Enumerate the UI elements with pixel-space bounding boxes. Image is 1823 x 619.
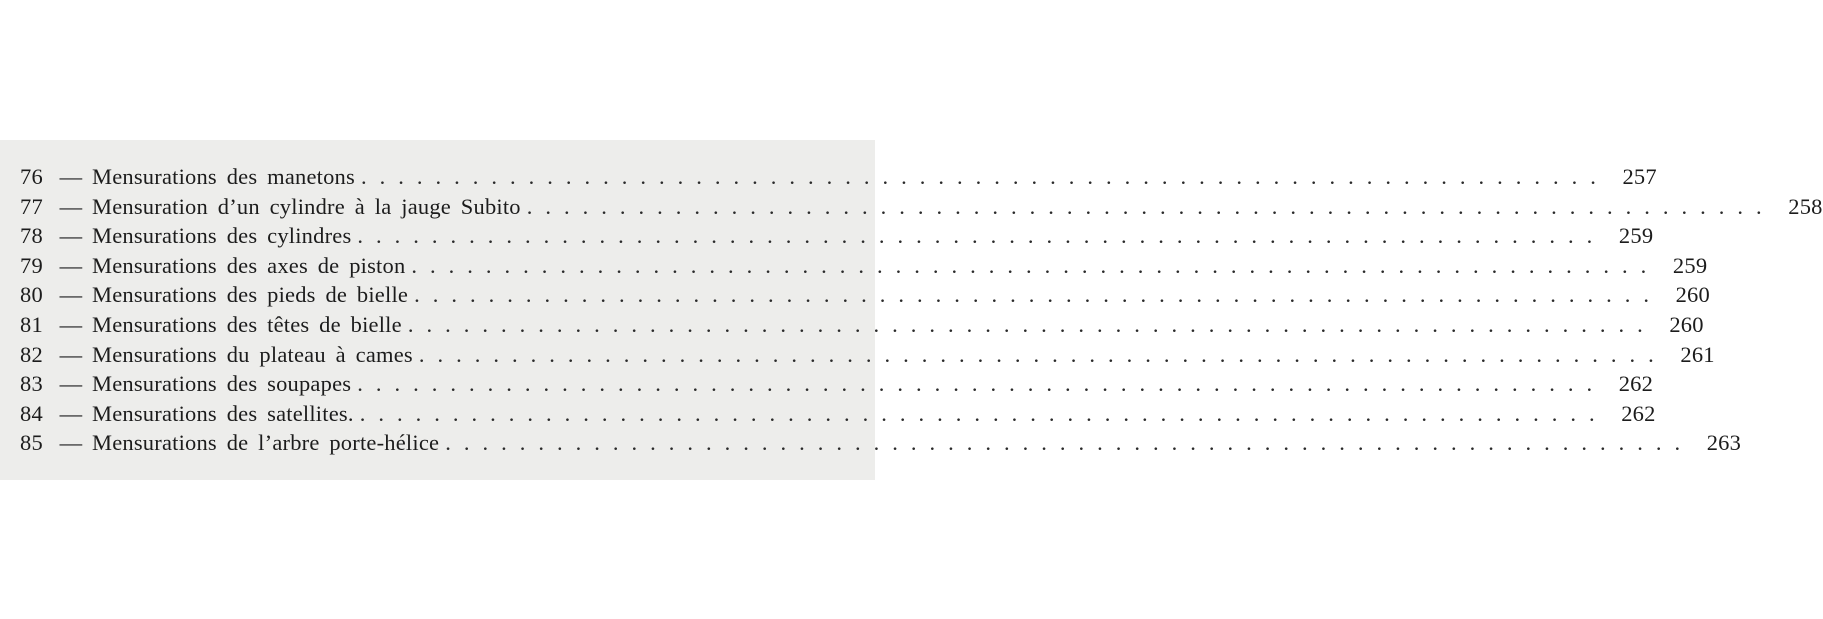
entry-number: 76 bbox=[20, 164, 43, 189]
dot-leader: ................................................................... bbox=[526, 193, 1775, 219]
entry-title: Mensurations des manetons bbox=[92, 164, 355, 189]
entry-number: 82 bbox=[20, 341, 43, 367]
entry-title: Mensurations des satellites. bbox=[92, 400, 354, 426]
toc-entry bbox=[20, 162, 1657, 192]
entry-dash: — bbox=[59, 311, 83, 337]
dot-leader: ................................................................... bbox=[418, 341, 1667, 367]
toc-entry bbox=[20, 369, 1654, 399]
entry-dash: — bbox=[59, 400, 83, 426]
entry-page: 258 bbox=[1788, 193, 1823, 219]
toc-entry bbox=[20, 251, 1708, 281]
entry-title: Mensurations des pieds de bielle bbox=[92, 282, 409, 308]
entry-page: 261 bbox=[1680, 341, 1715, 367]
entry-dash: — bbox=[59, 193, 83, 219]
toc-entry bbox=[20, 192, 1823, 222]
dot-leader: ................................................................... bbox=[414, 282, 1662, 308]
toc-entry bbox=[20, 428, 1742, 458]
entry-number: 80 bbox=[20, 282, 43, 308]
entry-dash: — bbox=[59, 223, 83, 249]
toc-entry bbox=[20, 310, 1704, 340]
table-of-contents bbox=[20, 162, 1823, 458]
entry-number: 83 bbox=[20, 371, 43, 397]
entry-title: Mensurations du plateau à cames bbox=[92, 341, 413, 367]
entry-page: 262 bbox=[1621, 400, 1656, 426]
entry-page: 260 bbox=[1669, 311, 1704, 337]
dot-leader: ................................................................... bbox=[359, 400, 1608, 426]
dot-leader: ................................................................... bbox=[445, 430, 1694, 456]
entry-page: 257 bbox=[1622, 164, 1657, 189]
toc-entry bbox=[20, 340, 1715, 370]
entry-dash: — bbox=[59, 341, 83, 367]
entry-number: 81 bbox=[20, 311, 43, 337]
entry-dash: — bbox=[59, 371, 83, 397]
entry-dash: — bbox=[59, 252, 83, 278]
entry-page: 260 bbox=[1675, 282, 1710, 308]
entry-dash: — bbox=[59, 164, 83, 189]
dot-leader: ................................................................... bbox=[357, 223, 1606, 249]
entry-page: 259 bbox=[1618, 223, 1654, 249]
toc-entry bbox=[20, 399, 1656, 429]
entry-page: 259 bbox=[1672, 252, 1708, 278]
toc-entry bbox=[20, 280, 1710, 310]
entry-page: 262 bbox=[1618, 371, 1654, 397]
entry-dash: — bbox=[59, 430, 83, 456]
entry-dash: — bbox=[59, 282, 83, 308]
entry-title: Mensurations de l’arbre porte-hélice bbox=[92, 430, 440, 456]
dot-leader: ................................................................... bbox=[360, 164, 1609, 189]
dot-leader: ................................................................... bbox=[407, 311, 1656, 337]
dot-leader: ................................................................... bbox=[357, 371, 1606, 397]
entry-title: Mensurations des cylindres bbox=[92, 223, 352, 249]
entry-title: Mensurations des axes de piston bbox=[92, 252, 406, 278]
entry-title: Mensuration d’un cylindre à la jauge Subito bbox=[92, 193, 521, 219]
entry-number: 79 bbox=[20, 252, 43, 278]
toc-entry bbox=[20, 221, 1654, 251]
entry-number: 78 bbox=[20, 223, 43, 249]
entry-number: 84 bbox=[20, 400, 43, 426]
entry-title: Mensurations des soupapes bbox=[92, 371, 352, 397]
dot-leader: ................................................................... bbox=[411, 252, 1660, 278]
entry-page: 263 bbox=[1706, 430, 1742, 456]
entry-title: Mensurations des têtes de bielle bbox=[92, 311, 402, 337]
entry-number: 77 bbox=[20, 193, 43, 219]
entry-number: 85 bbox=[20, 430, 43, 456]
